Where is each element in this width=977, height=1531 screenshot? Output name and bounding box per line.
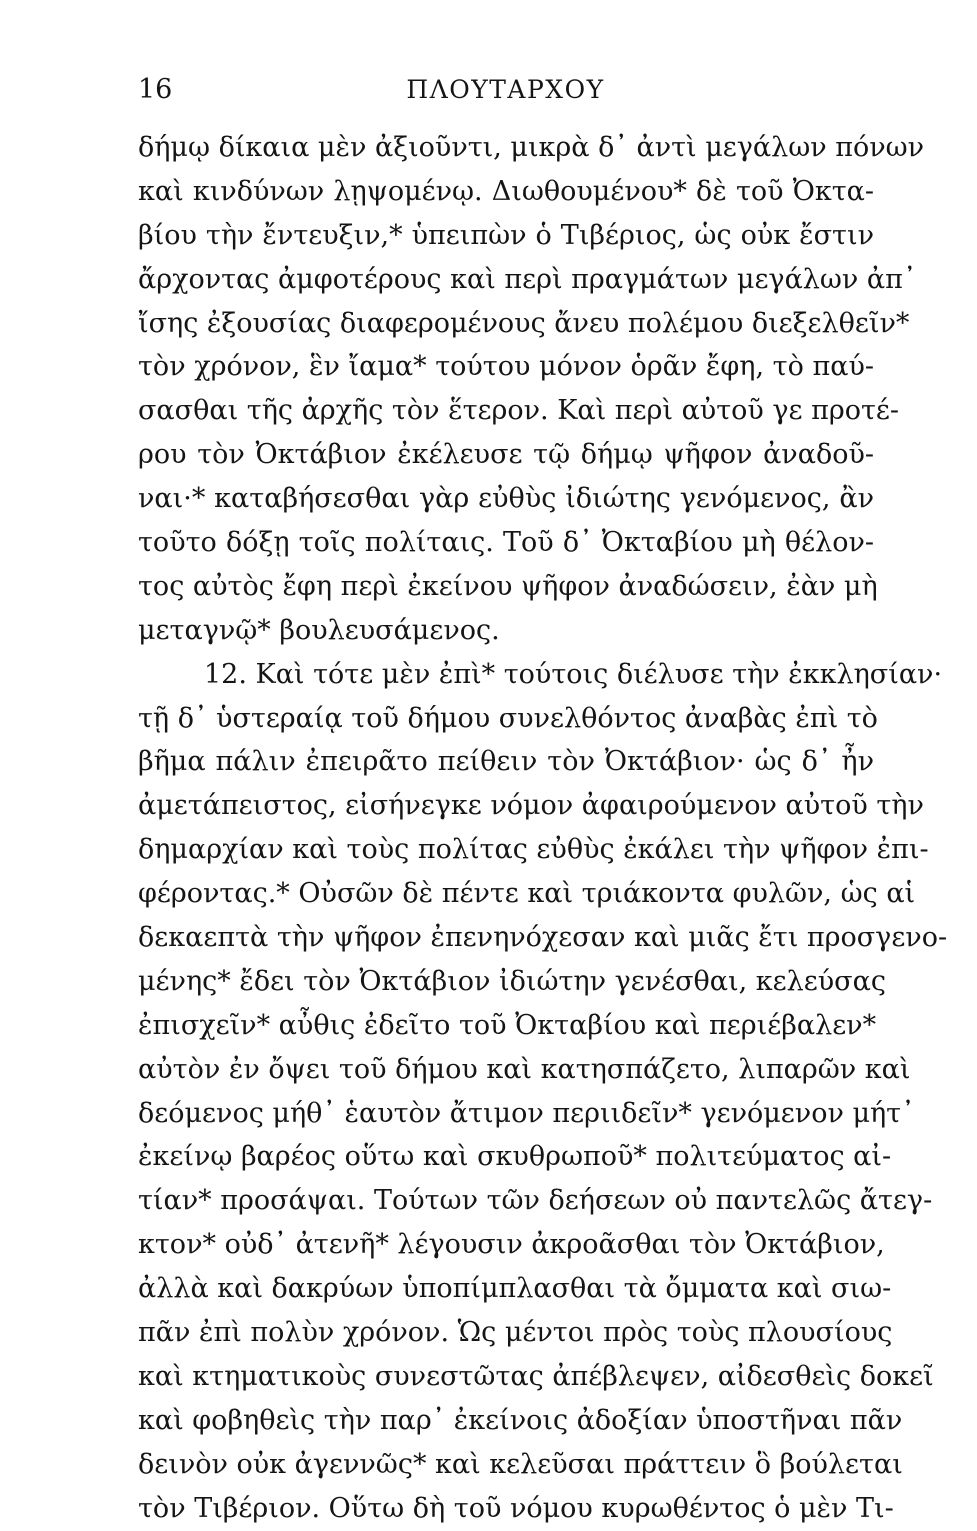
text-line: μένης* ἔδει τὸν Ὀκτάβιον ἰδιώτην γενέσθαι, κελεύσας (138, 965, 886, 997)
text-line: δήμῳ δίκαια μὲν ἀξιοῦντι, μικρὰ δ᾽ ἀντὶ μεγάλων πόνων (138, 132, 925, 163)
text-line: ἀλλὰ καὶ δακρύων ὑποπίμπλασθαι τὰ ὄμματα καὶ σιω- (138, 1273, 892, 1305)
text-line: ἀμετάπειστος, εἰσήνεγκε νόμον ἀφαιρούμενον αὐτοῦ τὴν (138, 790, 924, 822)
running-title: ΠΛΟΥΤΑΡΧΟΥ (406, 75, 605, 104)
text-line: ἐπισχεῖν* αὖθις ἐδεῖτο τοῦ Ὀκταβίου καὶ περιέβαλεν* (138, 1009, 877, 1041)
text-line: ναι·* καταβήσεσθαι γὰρ εὐθὺς ἰδιώτης γενόμενος, ἂν (138, 483, 874, 515)
text-line: καὶ κινδύνων λῃψομένῳ. Διωθουμένου* δὲ τοῦ Ὀκτα- (138, 175, 874, 207)
text-line: αὐτὸν ἐν ὄψει τοῦ δήμου καὶ κατησπάζετο, λιπαρῶν καὶ (138, 1053, 911, 1085)
text-line: τίαν* προσάψαι. Τούτων τῶν δεήσεων οὐ παντελῶς ἄτεγ- (138, 1185, 933, 1217)
text-line: σασθαι τῆς ἀρχῆς τὸν ἕτερον. Καὶ περὶ αὐτοῦ γε προτέ- (138, 395, 900, 427)
text-line: βῆμα πάλιν ἐπειρᾶτο πείθειν τὸν Ὀκτάβιον· ὡς δ᾽ ἦν (138, 746, 874, 778)
text-line: τος αὐτὸς ἔφη περὶ ἐκείνου ψῆφον ἀναδώσειν, ἐὰν μὴ (138, 570, 878, 602)
text-line: κτον* οὐδ᾽ ἀτενῆ* λέγουσιν ἀκροᾶσθαι τὸν Ὀκτάβιον, (138, 1229, 885, 1261)
text-line: τοῦτο δόξῃ τοῖς πολίταις. Τοῦ δ᾽ Ὀκταβίου μὴ θέλον- (138, 527, 874, 559)
text-line: καὶ φοβηθεὶς τὴν παρ᾽ ἐκείνοις ἀδοξίαν ὑποστῆναι πᾶν (138, 1404, 903, 1436)
text-line: δεόμενος μήθ᾽ ἑαυτὸν ἄτιμον περιιδεῖν* γενόμενον μήτ᾽ (138, 1097, 915, 1129)
text-line: ἄρχοντας ἀμφοτέρους καὶ περὶ πραγμάτων μεγάλων ἀπ᾽ (138, 263, 917, 295)
text-line: τὸν Τιβέριον. Οὕτω δὴ τοῦ νόμου κυρωθέντος ὁ μὲν Τι- (138, 1492, 894, 1524)
text-line: βίου τὴν ἔντευξιν,* ὑπειπὼν ὁ Τιβέριος, ὡς οὐκ ἔστιν (138, 219, 874, 251)
text-line: δημαρχίαν καὶ τοὺς πολίτας εὐθὺς ἐκάλει τὴν ψῆφον ἐπι- (138, 834, 929, 866)
text-line: ρου τὸν Ὀκτάβιον ἐκέλευσε τῷ δήμῳ ψῆφον ἀναδοῦ- (138, 439, 874, 471)
body-text (138, 126, 948, 1531)
text-line: δεινὸν οὐκ ἀγεννῶς* καὶ κελεῦσαι πράττειν ὃ βούλεται (138, 1448, 903, 1480)
text-line: δεκαεπτὰ τὴν ψῆφον ἐπενηνόχεσαν καὶ μιᾶς ἔτι προσγενο- (138, 922, 948, 954)
section-12-first-line: 12. Καὶ τότε μὲν ἐπὶ* τούτοις διέλυσε τὴν ἐκκλησίαν· (204, 658, 943, 690)
text-line: τῇ δ᾽ ὑστεραίᾳ τοῦ δήμου συνελθόντος ἀναβὰς ἐπὶ τὸ (138, 702, 878, 734)
text-line: πᾶν ἐπὶ πολὺν χρόνον. Ὡς μέντοι πρὸς τοὺς πλουσίους (138, 1317, 893, 1349)
text-line: ἴσης ἐξουσίας διαφερομένους ἄνευ πολέμου διεξελθεῖν* (138, 307, 910, 339)
text-line: καὶ κτηματικοὺς συνεστῶτας ἀπέβλεψεν, αἰδεσθεὶς δοκεῖ (138, 1360, 934, 1392)
text-line: μεταγνῷ* βουλευσάμενος. (138, 614, 500, 646)
page-number: 16 (138, 74, 173, 105)
text-line: τὸν χρόνον, ἓν ἴαμα* τούτου μόνον ὁρᾶν ἔφη, τὸ παύ- (138, 351, 874, 383)
text-line: ἐκείνῳ βαρέος οὕτω καὶ σκυθρωποῦ* πολιτεύματος αἰ- (138, 1141, 892, 1173)
running-head (138, 72, 873, 108)
text-line: φέροντας.* Οὐσῶν δὲ πέντε καὶ τριάκοντα φυλῶν, ὡς αἱ (138, 878, 916, 910)
